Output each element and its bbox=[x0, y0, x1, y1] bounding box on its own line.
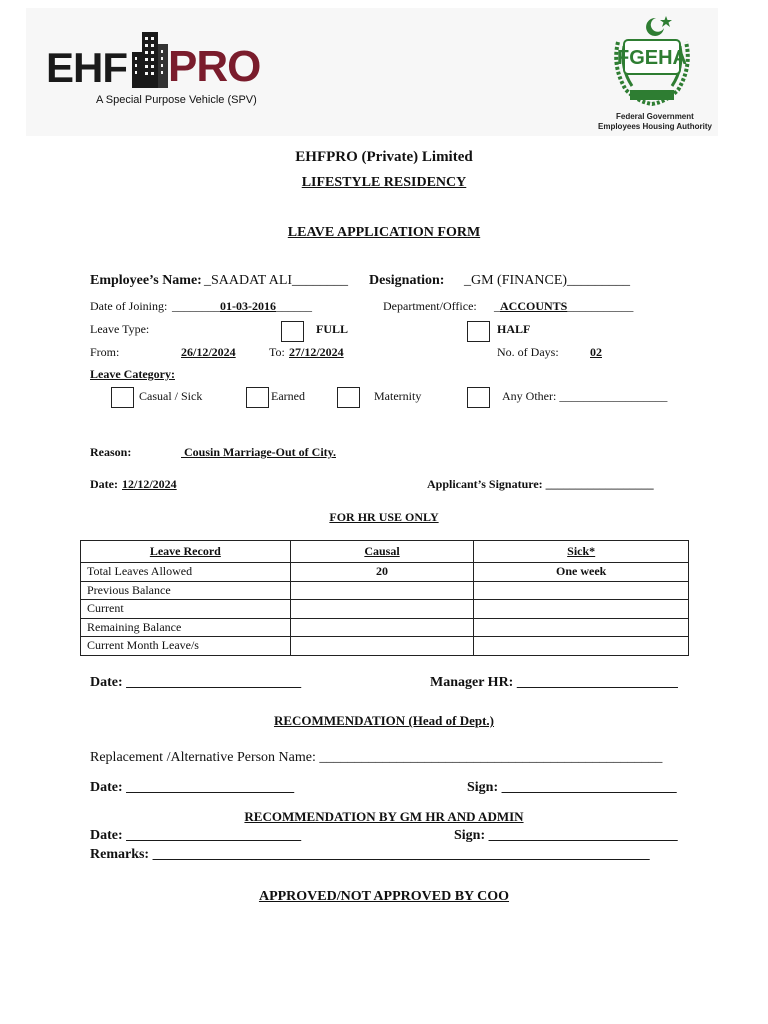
hr-section-title: FOR HR USE ONLY bbox=[329, 510, 439, 524]
company-name: EHFPRO (Private) Limited bbox=[295, 149, 473, 165]
row-label: Previous Balance bbox=[81, 581, 291, 600]
joining-value: 01-03-2016 bbox=[220, 299, 276, 313]
sick-cell[interactable] bbox=[474, 600, 689, 619]
column-header: Leave Record bbox=[81, 541, 291, 563]
half-checkbox[interactable] bbox=[467, 321, 490, 342]
replacement-person-line: Replacement /Alternative Person Name: _________________________________________________ bbox=[90, 750, 663, 765]
causal-cell[interactable]: 20 bbox=[290, 563, 474, 582]
hod-sign-line: Sign: _________________________ bbox=[467, 780, 677, 795]
gm-recommendation-title: RECOMMENDATION BY GM HR AND ADMIN bbox=[244, 809, 524, 824]
leave-record-table bbox=[80, 540, 689, 656]
maternity-checkbox[interactable] bbox=[337, 387, 360, 408]
reason-value: Cousin Marriage-Out of City. bbox=[184, 445, 336, 459]
row-label: Current Month Leave/s bbox=[81, 637, 291, 656]
earned-label: Earned bbox=[271, 389, 305, 403]
department-pre: _ bbox=[494, 299, 500, 313]
gm-sign-line: Sign: ___________________________ bbox=[454, 828, 678, 843]
row-label: Current bbox=[81, 600, 291, 619]
to-label: To: bbox=[269, 345, 285, 359]
manager-hr-line: Manager HR: _______________________ bbox=[430, 675, 678, 690]
causal-cell[interactable] bbox=[290, 618, 474, 637]
table-row bbox=[81, 637, 689, 656]
row-label: Total Leaves Allowed bbox=[81, 563, 291, 582]
fgeha-seal-icon bbox=[604, 12, 700, 110]
department-value: ACCOUNTS bbox=[500, 299, 568, 313]
employee-name-label: Employee’s Name: bbox=[90, 273, 202, 288]
department-post: ___________ bbox=[567, 299, 634, 313]
gm-date-line: Date: _________________________ bbox=[90, 828, 302, 843]
applicant-signature-line: Applicant’s Signature: __________________ bbox=[427, 477, 654, 491]
to-value: 27/12/2024 bbox=[289, 345, 344, 359]
maternity-label: Maternity bbox=[374, 389, 422, 403]
leave-category-label: Leave Category: bbox=[90, 367, 175, 381]
form-title: LEAVE APPLICATION FORM bbox=[287, 225, 481, 240]
sick-cell[interactable]: One week bbox=[474, 563, 689, 582]
fgeha-caption-line1: Federal Government bbox=[616, 112, 694, 121]
table-header-row bbox=[81, 541, 689, 563]
column-header: Sick* bbox=[474, 541, 689, 563]
any-other-label: Any Other: __________________ bbox=[502, 389, 668, 403]
casual-sick-checkbox[interactable] bbox=[111, 387, 134, 408]
full-option-label: FULL bbox=[316, 322, 349, 336]
reason-label: Reason: bbox=[90, 445, 132, 459]
hod-recommendation-title: RECOMMENDATION (Head of Dept.) bbox=[273, 713, 495, 728]
table-row bbox=[81, 618, 689, 637]
employee-name-value: _SAADAT ALI________ bbox=[204, 273, 349, 288]
earned-checkbox[interactable] bbox=[246, 387, 269, 408]
table-row bbox=[81, 563, 689, 582]
causal-cell[interactable] bbox=[290, 600, 474, 619]
sick-cell[interactable] bbox=[474, 618, 689, 637]
half-option-label: HALF bbox=[497, 322, 531, 336]
causal-cell[interactable] bbox=[290, 581, 474, 600]
any-other-checkbox[interactable] bbox=[467, 387, 490, 408]
days-value: 02 bbox=[590, 345, 602, 359]
coo-approval-title: APPROVED/NOT APPROVED BY COO bbox=[258, 889, 510, 904]
application-date-label: Date: bbox=[90, 477, 118, 491]
sick-cell[interactable] bbox=[474, 637, 689, 656]
logo-tagline: A Special Purpose Vehicle (SPV) bbox=[96, 94, 257, 106]
casual-sick-label: Casual / Sick bbox=[139, 389, 203, 403]
designation-value: _GM (FINANCE)_________ bbox=[464, 273, 631, 288]
department-label: Department/Office: bbox=[383, 299, 477, 313]
full-checkbox[interactable] bbox=[281, 321, 304, 342]
hod-date-line: Date: ________________________ bbox=[90, 780, 295, 795]
sick-cell[interactable] bbox=[474, 581, 689, 600]
row-label: Remaining Balance bbox=[81, 618, 291, 637]
hr-date-line: Date: _________________________ bbox=[90, 675, 302, 690]
table-row bbox=[81, 600, 689, 619]
causal-cell[interactable] bbox=[290, 637, 474, 656]
svg-text:FGEHA: FGEHA bbox=[617, 47, 687, 69]
days-label: No. of Days: bbox=[497, 345, 559, 359]
logo-ehf-text: EHF bbox=[46, 44, 127, 91]
fgeha-caption-line2: Employees Housing Authority bbox=[598, 122, 712, 131]
joining-post: ______ bbox=[276, 299, 312, 313]
application-date-value: 12/12/2024 bbox=[122, 477, 177, 491]
project-name: LIFESTYLE RESIDENCY bbox=[301, 175, 467, 190]
building-icon bbox=[128, 30, 172, 88]
from-label: From: bbox=[90, 345, 120, 359]
column-header: Causal bbox=[290, 541, 474, 563]
logo-pro-text: PRO bbox=[168, 42, 261, 91]
table-row bbox=[81, 581, 689, 600]
joining-pre: ________ bbox=[172, 299, 220, 313]
remarks-line: Remarks: _______________________________________________________________________ bbox=[90, 847, 650, 862]
designation-label: Designation: bbox=[369, 273, 445, 288]
leave-type-label: Leave Type: bbox=[90, 322, 150, 336]
joining-label: Date of Joining: bbox=[90, 299, 168, 313]
from-value: 26/12/2024 bbox=[181, 345, 236, 359]
